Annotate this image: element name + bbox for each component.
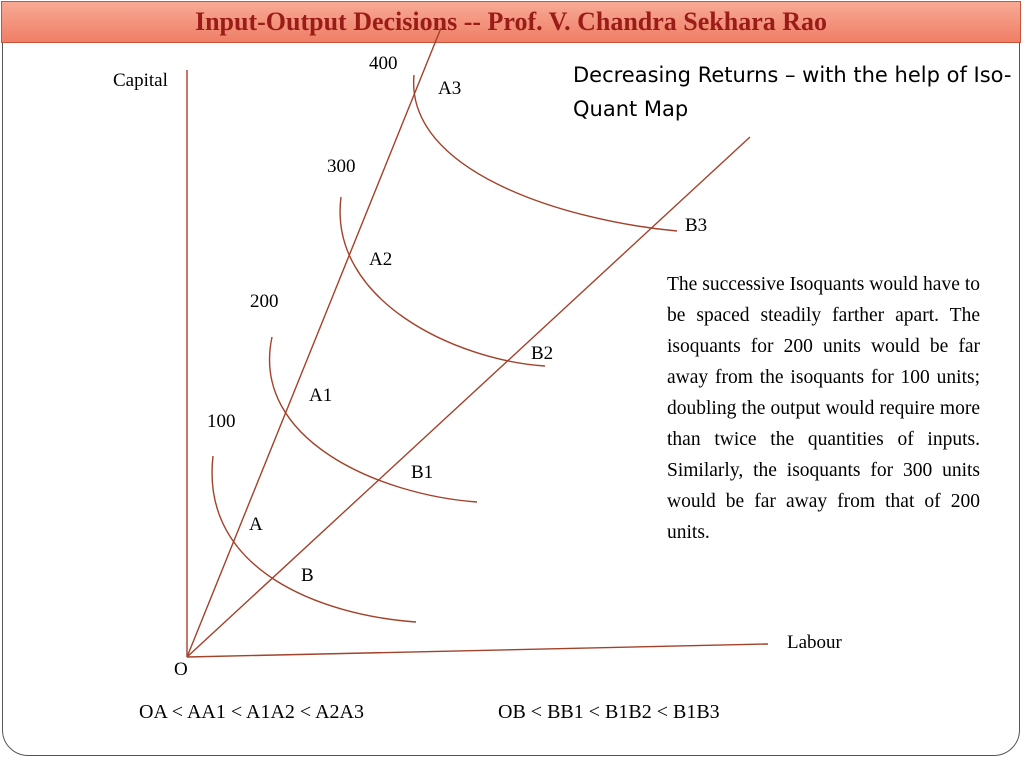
point-b2-label: B2: [531, 343, 554, 364]
point-a3-label: A3: [438, 78, 462, 99]
ray-a: [187, 28, 441, 657]
isoquant-200: [270, 337, 477, 502]
point-a-label: A: [249, 514, 263, 535]
isoquant-label-100: 100: [207, 411, 236, 432]
origin-label: O: [174, 659, 188, 680]
ray-b-comparison: OB < BB1 < B1B2 < B1B3: [498, 701, 720, 723]
point-b3-label: B3: [685, 215, 708, 236]
point-a2-label: A2: [369, 249, 393, 270]
isoquant-label-200: 200: [250, 291, 279, 312]
capital-axis-label: Capital: [113, 70, 168, 91]
point-b1-label: B1: [411, 462, 434, 483]
ray-a-comparison: OA < AA1 < A1A2 < A2A3: [139, 701, 364, 723]
isoquant-300: [340, 197, 545, 366]
point-a1-label: A1: [309, 385, 333, 406]
isoquant-label-300: 300: [327, 156, 356, 177]
explanation-text: The successive Isoquants would have to be spaced steadily farther apart. The isoquants for 200 units would be far away from the isoquants for 100 units; doubling the output would require more than twice the quantities of inputs. Similarly, the isoquants for 300 units would be far away from that of 200 units.: [667, 274, 980, 543]
point-b-label: B: [301, 565, 314, 586]
diagram-subtitle: Decreasing Returns – with the help of Iso-Quant Map: [573, 63, 1012, 121]
ray-b: [187, 137, 750, 657]
slide-title: Input-Output Decisions -- Prof. V. Chandra Sekhara Rao: [1, 1, 1021, 43]
labour-axis: [187, 644, 768, 657]
labour-axis-label: Labour: [787, 632, 842, 653]
isoquant-label-400: 400: [369, 53, 398, 74]
